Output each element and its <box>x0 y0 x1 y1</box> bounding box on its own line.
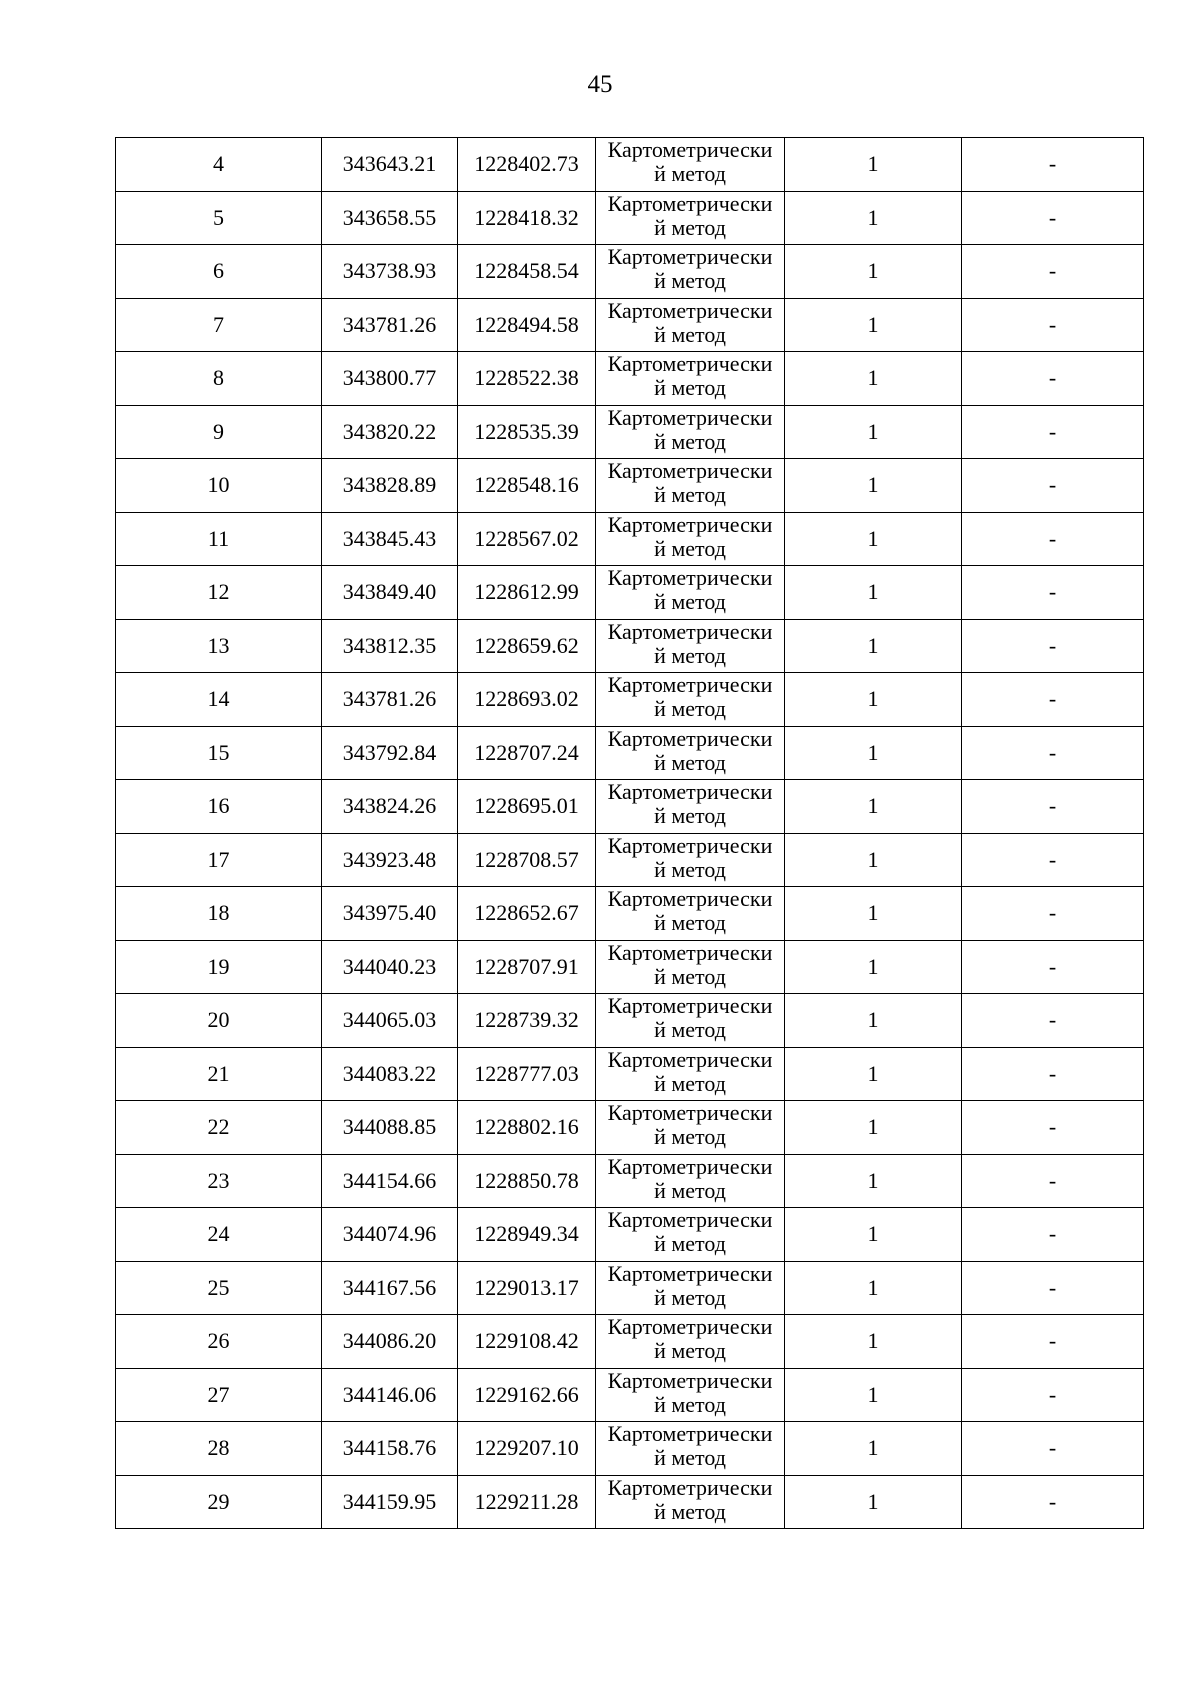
point-number-cell: 29 <box>116 1475 322 1529</box>
method-text-line2: й метод <box>654 856 726 882</box>
y-coordinate-cell: 1228548.16 <box>458 459 596 513</box>
x-coordinate-cell: 343849.40 <box>322 566 458 620</box>
method-text-line1: Картометрически <box>607 886 773 911</box>
x-coordinate-cell: 344154.66 <box>322 1154 458 1208</box>
table-row <box>116 566 1144 620</box>
page-number: 45 <box>587 71 613 98</box>
y-coordinate-cell: 1228402.73 <box>458 138 596 192</box>
y-coordinate-cell: 1228850.78 <box>458 1154 596 1208</box>
method-text-line2: й метод <box>654 1017 726 1042</box>
accuracy-cell: 1 <box>785 619 962 673</box>
note-cell: - <box>962 887 1144 941</box>
method-text-line2: й метод <box>654 1177 726 1203</box>
method-text-line2: й метод <box>654 161 726 186</box>
x-coordinate-cell: 344159.95 <box>322 1475 458 1529</box>
method-cell <box>596 1422 785 1476</box>
x-coordinate-cell: 344158.76 <box>322 1422 458 1476</box>
method-text-line2: й метод <box>654 696 726 721</box>
method-cell <box>596 1475 785 1529</box>
point-number-cell: 19 <box>116 940 322 994</box>
note-cell: - <box>962 833 1144 887</box>
note-cell: - <box>962 726 1144 780</box>
x-coordinate-cell: 343800.77 <box>322 352 458 406</box>
accuracy-cell: 1 <box>785 1261 962 1315</box>
x-coordinate-cell: 344167.56 <box>322 1261 458 1315</box>
table-row <box>116 1154 1144 1208</box>
accuracy-cell: 1 <box>785 673 962 727</box>
table-row <box>116 1422 1144 1476</box>
table-row <box>116 619 1144 673</box>
y-coordinate-cell: 1228708.57 <box>458 833 596 887</box>
method-text-line1: Картометрически <box>607 190 773 216</box>
note-cell: - <box>962 1475 1144 1529</box>
y-coordinate-cell: 1228707.24 <box>458 726 596 780</box>
method-cell <box>596 1154 785 1208</box>
note-cell: - <box>962 138 1144 192</box>
method-text-line2: й метод <box>654 375 726 400</box>
y-coordinate-cell: 1228693.02 <box>458 673 596 727</box>
note-cell: - <box>962 619 1144 673</box>
accuracy-cell: 1 <box>785 352 962 406</box>
x-coordinate-cell: 343781.26 <box>322 673 458 727</box>
x-coordinate-cell: 343781.26 <box>322 298 458 352</box>
accuracy-cell: 1 <box>785 887 962 941</box>
method-text-line2: й метод <box>654 1498 726 1524</box>
x-coordinate-cell: 343824.26 <box>322 780 458 834</box>
method-cell <box>596 833 785 887</box>
note-cell: - <box>962 1101 1144 1155</box>
method-text-line2: й метод <box>654 1124 726 1149</box>
x-coordinate-cell: 343643.21 <box>322 138 458 192</box>
method-text-line2: й метод <box>654 963 726 989</box>
method-cell <box>596 1315 785 1369</box>
table-row <box>116 887 1144 941</box>
accuracy-cell: 1 <box>785 1368 962 1422</box>
method-text-line1: Картометрически <box>607 1207 773 1232</box>
x-coordinate-cell: 343792.84 <box>322 726 458 780</box>
note-cell: - <box>962 1154 1144 1208</box>
x-coordinate-cell: 343812.35 <box>322 619 458 673</box>
table-row <box>116 352 1144 406</box>
table-row <box>116 833 1144 887</box>
accuracy-cell: 1 <box>785 1047 962 1101</box>
method-cell <box>596 1101 785 1155</box>
x-coordinate-cell: 343975.40 <box>322 887 458 941</box>
point-number-cell: 10 <box>116 459 322 513</box>
method-cell <box>596 459 785 513</box>
note-cell: - <box>962 1368 1144 1422</box>
table-row <box>116 1315 1144 1369</box>
method-text-line2: й метод <box>654 642 726 668</box>
accuracy-cell: 1 <box>785 566 962 620</box>
method-text-line2: й метод <box>654 535 726 561</box>
y-coordinate-cell: 1228949.34 <box>458 1208 596 1262</box>
x-coordinate-cell: 343738.93 <box>322 245 458 299</box>
method-text-line2: й метод <box>654 1391 726 1417</box>
x-coordinate-cell: 344074.96 <box>322 1208 458 1262</box>
method-text-line2: й метод <box>654 321 726 347</box>
method-text-line1: Картометрически <box>607 137 773 162</box>
method-cell <box>596 191 785 245</box>
method-text-line1: Картометрически <box>607 1046 773 1072</box>
point-number-cell: 18 <box>116 887 322 941</box>
accuracy-cell: 1 <box>785 191 962 245</box>
x-coordinate-cell: 344146.06 <box>322 1368 458 1422</box>
y-coordinate-cell: 1229108.42 <box>458 1315 596 1369</box>
point-number-cell: 25 <box>116 1261 322 1315</box>
accuracy-cell: 1 <box>785 1422 962 1476</box>
y-coordinate-cell: 1228458.54 <box>458 245 596 299</box>
point-number-cell: 28 <box>116 1422 322 1476</box>
point-number-cell: 11 <box>116 512 322 566</box>
method-text-line1: Картометрически <box>607 832 773 858</box>
method-cell <box>596 298 785 352</box>
method-cell <box>596 673 785 727</box>
y-coordinate-cell: 1228777.03 <box>458 1047 596 1101</box>
table-row <box>116 245 1144 299</box>
x-coordinate-cell: 343828.89 <box>322 459 458 513</box>
method-text-line2: й метод <box>654 1445 726 1470</box>
method-text-line1: Картометрически <box>607 1314 773 1339</box>
method-cell <box>596 352 785 406</box>
x-coordinate-cell: 343658.55 <box>322 191 458 245</box>
method-text-line2: й метод <box>654 214 726 240</box>
x-coordinate-cell: 344083.22 <box>322 1047 458 1101</box>
method-text-line1: Картометрически <box>607 297 773 323</box>
method-text-line2: й метод <box>654 1338 726 1363</box>
x-coordinate-cell: 344088.85 <box>322 1101 458 1155</box>
method-text-line1: Картометрически <box>607 1100 773 1125</box>
point-number-cell: 23 <box>116 1154 322 1208</box>
note-cell: - <box>962 245 1144 299</box>
accuracy-cell: 1 <box>785 405 962 459</box>
point-number-cell: 26 <box>116 1315 322 1369</box>
method-text-line1: Картометрически <box>607 939 773 965</box>
point-number-cell: 5 <box>116 191 322 245</box>
table-row <box>116 1475 1144 1529</box>
y-coordinate-cell: 1228535.39 <box>458 405 596 459</box>
table-row <box>116 1101 1144 1155</box>
point-number-cell: 22 <box>116 1101 322 1155</box>
y-coordinate-cell: 1228494.58 <box>458 298 596 352</box>
note-cell: - <box>962 566 1144 620</box>
x-coordinate-cell: 344040.23 <box>322 940 458 994</box>
accuracy-cell: 1 <box>785 833 962 887</box>
y-coordinate-cell: 1228695.01 <box>458 780 596 834</box>
table-row <box>116 138 1144 192</box>
note-cell: - <box>962 1047 1144 1101</box>
table-row <box>116 1368 1144 1422</box>
method-cell <box>596 1208 785 1262</box>
method-text-line1: Картометрически <box>607 565 773 590</box>
method-cell <box>596 726 785 780</box>
method-cell <box>596 245 785 299</box>
note-cell: - <box>962 1422 1144 1476</box>
y-coordinate-cell: 1228567.02 <box>458 512 596 566</box>
accuracy-cell: 1 <box>785 138 962 192</box>
method-text-line1: Картометрически <box>607 1474 773 1500</box>
method-text-line2: й метод <box>654 803 726 828</box>
table-row <box>116 1261 1144 1315</box>
point-number-cell: 21 <box>116 1047 322 1101</box>
method-cell <box>596 566 785 620</box>
table-row <box>116 459 1144 513</box>
method-text-line1: Картометрически <box>607 1367 773 1393</box>
y-coordinate-cell: 1228652.67 <box>458 887 596 941</box>
method-text-line1: Картометрически <box>607 1421 773 1446</box>
point-number-cell: 7 <box>116 298 322 352</box>
accuracy-cell: 1 <box>785 1315 962 1369</box>
accuracy-cell: 1 <box>785 1475 962 1529</box>
x-coordinate-cell: 343923.48 <box>322 833 458 887</box>
table-row <box>116 673 1144 727</box>
accuracy-cell: 1 <box>785 726 962 780</box>
table-row <box>116 994 1144 1048</box>
x-coordinate-cell: 343845.43 <box>322 512 458 566</box>
note-cell: - <box>962 1208 1144 1262</box>
method-text-line2: й метод <box>654 589 726 614</box>
point-number-cell: 8 <box>116 352 322 406</box>
y-coordinate-cell: 1229162.66 <box>458 1368 596 1422</box>
table-row <box>116 1047 1144 1101</box>
method-text-line1: Картометрически <box>607 779 773 804</box>
method-cell <box>596 994 785 1048</box>
method-cell <box>596 138 785 192</box>
accuracy-cell: 1 <box>785 940 962 994</box>
point-number-cell: 6 <box>116 245 322 299</box>
table-row <box>116 940 1144 994</box>
method-cell <box>596 1261 785 1315</box>
method-text-line1: Картометрически <box>607 672 773 697</box>
method-cell <box>596 940 785 994</box>
y-coordinate-cell: 1228522.38 <box>458 352 596 406</box>
table-row <box>116 298 1144 352</box>
method-text-line2: й метод <box>654 1070 726 1096</box>
method-text-line1: Картометрически <box>607 244 773 269</box>
method-text-line1: Картометрически <box>607 725 773 751</box>
y-coordinate-cell: 1228739.32 <box>458 994 596 1048</box>
method-text-line1: Картометрически <box>607 1153 773 1179</box>
table-row <box>116 726 1144 780</box>
point-number-cell: 9 <box>116 405 322 459</box>
method-cell <box>596 512 785 566</box>
note-cell: - <box>962 298 1144 352</box>
accuracy-cell: 1 <box>785 512 962 566</box>
point-number-cell: 12 <box>116 566 322 620</box>
method-text-line2: й метод <box>654 910 726 935</box>
table-row <box>116 780 1144 834</box>
note-cell: - <box>962 780 1144 834</box>
method-cell <box>596 405 785 459</box>
method-text-line1: Картометрически <box>607 618 773 644</box>
point-number-cell: 20 <box>116 994 322 1048</box>
method-cell <box>596 887 785 941</box>
y-coordinate-cell: 1228418.32 <box>458 191 596 245</box>
table-row <box>116 1208 1144 1262</box>
y-coordinate-cell: 1228612.99 <box>458 566 596 620</box>
method-cell <box>596 619 785 673</box>
x-coordinate-cell: 344065.03 <box>322 994 458 1048</box>
accuracy-cell: 1 <box>785 994 962 1048</box>
method-cell <box>596 1368 785 1422</box>
method-text-line2: й метод <box>654 1284 726 1310</box>
note-cell: - <box>962 352 1144 406</box>
method-text-line1: Картометрически <box>607 993 773 1018</box>
note-cell: - <box>962 191 1144 245</box>
note-cell: - <box>962 459 1144 513</box>
coordinates-table-body <box>116 138 1144 1529</box>
accuracy-cell: 1 <box>785 459 962 513</box>
table-row <box>116 512 1144 566</box>
table-row <box>116 405 1144 459</box>
point-number-cell: 27 <box>116 1368 322 1422</box>
method-text-line1: Картометрически <box>607 1260 773 1286</box>
method-text-line2: й метод <box>654 749 726 775</box>
y-coordinate-cell: 1229211.28 <box>458 1475 596 1529</box>
method-cell <box>596 1047 785 1101</box>
note-cell: - <box>962 994 1144 1048</box>
method-text-line2: й метод <box>654 482 726 507</box>
note-cell: - <box>962 1315 1144 1369</box>
method-text-line1: Картометрически <box>607 351 773 376</box>
method-text-line2: й метод <box>654 268 726 293</box>
accuracy-cell: 1 <box>785 298 962 352</box>
y-coordinate-cell: 1229207.10 <box>458 1422 596 1476</box>
point-number-cell: 13 <box>116 619 322 673</box>
x-coordinate-cell: 343820.22 <box>322 405 458 459</box>
point-number-cell: 24 <box>116 1208 322 1262</box>
note-cell: - <box>962 673 1144 727</box>
method-text-line2: й метод <box>654 1231 726 1256</box>
note-cell: - <box>962 1261 1144 1315</box>
point-number-cell: 4 <box>116 138 322 192</box>
method-cell <box>596 780 785 834</box>
coordinates-table <box>115 137 1144 1529</box>
accuracy-cell: 1 <box>785 1154 962 1208</box>
method-text-line1: Картометрически <box>607 458 773 483</box>
accuracy-cell: 1 <box>785 1101 962 1155</box>
method-text-line1: Картометрически <box>607 404 773 430</box>
y-coordinate-cell: 1228707.91 <box>458 940 596 994</box>
y-coordinate-cell: 1228802.16 <box>458 1101 596 1155</box>
note-cell: - <box>962 940 1144 994</box>
note-cell: - <box>962 512 1144 566</box>
note-cell: - <box>962 405 1144 459</box>
y-coordinate-cell: 1228659.62 <box>458 619 596 673</box>
point-number-cell: 14 <box>116 673 322 727</box>
point-number-cell: 15 <box>116 726 322 780</box>
method-text-line2: й метод <box>654 428 726 454</box>
method-text-line1: Картометрически <box>607 511 773 537</box>
table-row <box>116 191 1144 245</box>
accuracy-cell: 1 <box>785 1208 962 1262</box>
x-coordinate-cell: 344086.20 <box>322 1315 458 1369</box>
y-coordinate-cell: 1229013.17 <box>458 1261 596 1315</box>
accuracy-cell: 1 <box>785 780 962 834</box>
point-number-cell: 16 <box>116 780 322 834</box>
accuracy-cell: 1 <box>785 245 962 299</box>
point-number-cell: 17 <box>116 833 322 887</box>
